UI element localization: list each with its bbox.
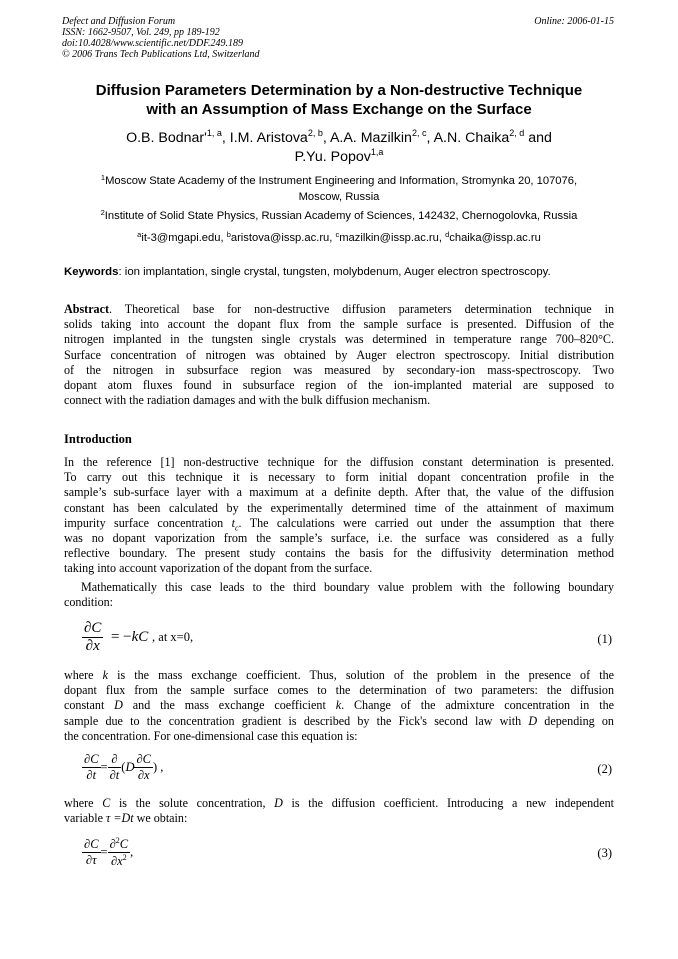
email-mark: c [335, 230, 340, 239]
text-run: is the mass exchange coefficient. Thus, solution of the problem in the presence of the [108, 668, 614, 682]
fraction [82, 752, 101, 783]
equation-1 [82, 620, 193, 655]
text-run: depending on [537, 713, 614, 728]
abstract [64, 302, 614, 408]
comma: , [130, 845, 134, 860]
text-line [64, 668, 614, 683]
text-run: impurity surface concentration [64, 515, 232, 530]
equation-3 [82, 836, 133, 869]
author-affiliation-mark: 2, d [509, 128, 525, 138]
text-line [64, 796, 614, 811]
copyright: © 2006 Trans Tech Publications Ltd, Switzerland [62, 49, 260, 60]
numerator: ∂ [108, 752, 122, 768]
author-line-1 [64, 129, 614, 148]
text-line [64, 516, 614, 531]
text-run: . The calculations were carried out under the assumption that there [238, 515, 615, 530]
denominator: $\partial x^2$ [110, 853, 127, 869]
journal-meta [62, 16, 260, 60]
equation-3-number: (3) [597, 846, 612, 860]
equation-2-number: (2) [597, 762, 612, 776]
title-line-1: Diffusion Parameters Determination by a Non-destructive Technique [95, 82, 583, 99]
affiliation-1-line-2: Moscow, Russia [298, 191, 380, 203]
keywords [64, 265, 616, 280]
author-name: , A.N. Chaika [426, 130, 510, 146]
equals-sign: = [100, 760, 108, 774]
author-name: P.Yu. Popov [294, 149, 371, 165]
text-line [64, 714, 614, 729]
author-list [64, 129, 614, 167]
abstract-line [64, 302, 614, 317]
symbol-D: D [274, 796, 283, 810]
email-mark: a [137, 230, 142, 239]
text-run: where [64, 668, 103, 682]
text-run: where [64, 796, 103, 810]
symbol-tau: τ =Dt [105, 811, 134, 826]
author-affiliation-mark: 1,a [370, 147, 384, 157]
journal-name: Defect and Diffusion Forum [62, 16, 176, 27]
equation-1-condition: , at x=0, [152, 630, 194, 644]
numerator: ∂C [136, 752, 151, 766]
email-list [64, 230, 614, 246]
abstract-line: of the nitrogen in subsurface region was measured by secondary-ion mass-spectroscopy. Two [64, 362, 614, 377]
author-name: , A.A. Mazilkin [322, 130, 412, 146]
author-name: O.B. Bodnar' [126, 130, 207, 146]
denominator: ∂τ [85, 853, 97, 868]
text-run: variable [64, 811, 106, 826]
denominator: ∂t [109, 768, 120, 782]
symbol-D: D [114, 698, 123, 713]
email-link[interactable]: aristova@issp.ac.ru, [230, 232, 336, 244]
symbol-C: C [102, 796, 111, 810]
keywords-label: Keywords [64, 266, 119, 278]
text-line [64, 698, 614, 713]
text-line: Mathematically this case leads to the third boundary value problem with the following boundary [81, 580, 614, 594]
abstract-line: dopant atom fluxes found in subsurface region of the ion-implanted material are supposed to [64, 377, 614, 392]
text-line: In the reference [1] non-destructive technique for the diffusion constant determination is presented. [64, 455, 614, 469]
text-line: constant has been calculated by the experimentally determined time of the attainment of maximum [64, 500, 614, 515]
fraction [108, 836, 134, 869]
fraction [134, 752, 153, 783]
close-paren: ) , [153, 760, 164, 774]
text-line [64, 811, 614, 826]
numerator: ∂C [84, 752, 99, 766]
text-line: sample’s sub-surface layer with a maximum at a definite depth. After that, the value of the diffusion [64, 485, 614, 500]
intro-paragraph-2 [64, 580, 614, 610]
doi: doi:10.4028/www.scientific.net/DDF.249.189 [62, 38, 244, 49]
symbol-k: k [335, 698, 342, 713]
author-affiliation-mark: 1, a [206, 128, 222, 138]
abstract-line: connect with the radiation damages and with the bulk diffusion mechanism. [64, 393, 431, 408]
text-line: the concentration. For one-dimensional case this equation is: [64, 728, 358, 743]
affiliation-1 [64, 173, 614, 205]
author-line-2 [64, 148, 614, 167]
text-line: reflective boundary. The present study contains the basis for the diffusivity determination method [64, 546, 614, 561]
text-line: taking into account vaporization of the dopant from the surface. [64, 561, 373, 576]
issn: ISSN: 1662-9507, Vol. 249, pp 189-192 [62, 27, 220, 38]
online-date: Online: 2006-01-15 [534, 16, 614, 27]
numerator: ∂C [84, 620, 102, 636]
intro-paragraph-3 [64, 668, 614, 744]
author-conjunction: and [524, 130, 552, 146]
text-run: and the mass exchange coefficient [122, 698, 336, 713]
equation-2 [82, 752, 163, 783]
section-heading-introduction: Introduction [64, 432, 132, 446]
numerator: ∂C [84, 837, 99, 852]
equals-sign: = [100, 845, 108, 860]
fraction [82, 620, 103, 655]
text-line: dopant flux from the sample surface comes to the determination of two parameters: the diffusion [64, 683, 614, 698]
text-run: we obtain: [133, 811, 188, 826]
symbol-D: D [528, 713, 538, 728]
text-line: condition: [64, 595, 114, 610]
symbol-D: D [125, 760, 135, 774]
denominator: ∂x [137, 768, 150, 782]
fraction [82, 837, 101, 868]
abstract-line: Surface concentration of nitrogen was obtained by Auger electron spectroscopy. Initial distribution [64, 347, 614, 362]
affiliation-1-line-1 [64, 173, 614, 189]
symbol-t: t [231, 515, 235, 530]
equals-sign: = − [107, 629, 132, 645]
author-affiliation-mark: 2, c [411, 128, 427, 138]
equation-1-number: (1) [597, 632, 612, 646]
affiliation-text: Institute of Solid State Physics, Russian Academy of Sciences, 142432, Chernogolovka, Russia [104, 210, 578, 222]
affiliation-text: Moscow State Academy of the Instrument Engineering and Information, Stromynka 20, 107076, [105, 175, 578, 187]
email-link[interactable]: mazilkin@issp.ac.ru, [339, 232, 446, 244]
text-run: sample due to the concentration gradient is described by the Fick's second law with [64, 713, 529, 728]
symbol-k: k [102, 668, 109, 682]
keywords-text: : ion implantation, single crystal, tungsten, molybdenum, Auger electron spectroscopy. [118, 266, 551, 278]
symbol-kC: kC [131, 629, 149, 645]
email-mark: d [445, 230, 450, 239]
abstract-line: nitrogen implanted in the tungsten single crystals was determined in temperature range 700–820°C. [64, 332, 614, 347]
symbol-c: c [234, 523, 239, 533]
abstract-text: . Theoretical base for non-destructive diffusion parameters determination technique in [109, 302, 614, 316]
numerator: ∂$^2$C [109, 836, 129, 852]
paper-title [64, 81, 614, 119]
abstract-line: solids taking into account the dopant flux from the sample surface is presented. Diffusion of the [64, 317, 614, 332]
text-run: . Change of the admixture concentration in the [341, 698, 614, 713]
open-paren: ( [121, 760, 126, 774]
text-run: constant [64, 698, 115, 713]
text-line: To carry out this technique it is necessary to form initial dopant concentration profile in the [64, 470, 614, 485]
title-line-2: with an Assumption of Mass Exchange on the Surface [146, 101, 532, 118]
intro-paragraph-1 [64, 455, 614, 577]
fraction [108, 752, 122, 783]
text-line: was no dopant vaporization from the sample’s surface, i.e. the surface was considered as a fully [64, 530, 614, 545]
affiliation-mark: 1 [100, 173, 106, 182]
affiliation-2 [64, 208, 614, 224]
denominator: ∂t [86, 768, 97, 782]
email-mark: b [226, 230, 231, 239]
abstract-label: Abstract [64, 302, 110, 316]
author-name: , I.M. Aristova [221, 130, 308, 146]
email-link[interactable]: chaika@issp.ac.ru [449, 232, 541, 244]
denominator: ∂x [85, 638, 100, 654]
email-link[interactable]: it-3@mgapi.edu, [141, 232, 227, 244]
text-run: is the solute concentration, [110, 796, 275, 810]
affiliation-mark: 2 [100, 208, 105, 217]
intro-paragraph-4 [64, 796, 614, 826]
text-run: is the diffusion coefficient. Introducing a new independent [282, 796, 614, 810]
author-affiliation-mark: 2, b [307, 128, 323, 138]
